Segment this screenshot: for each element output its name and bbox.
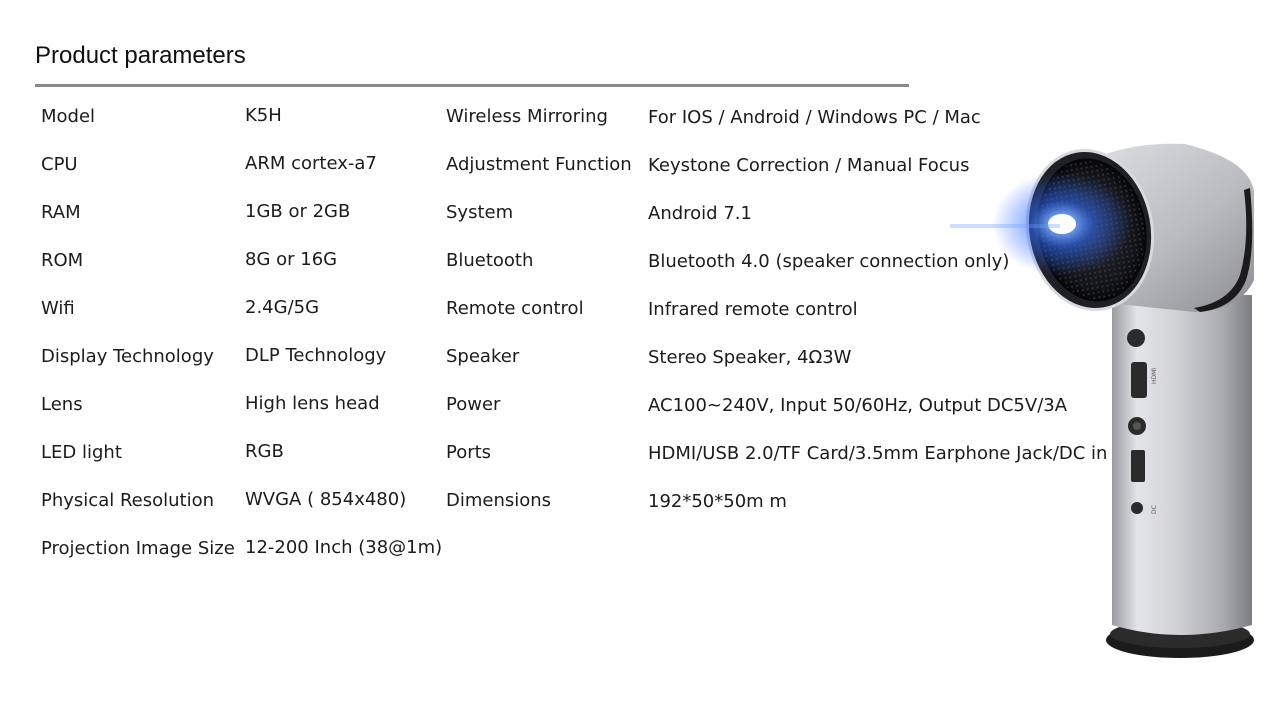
spec-label-cpu: CPU (41, 154, 78, 175)
spec-label-wireless-mirroring: Wireless Mirroring (446, 106, 608, 127)
spec-label-dimensions: Dimensions (446, 490, 552, 511)
spec-label-led-light: LED light (41, 442, 122, 463)
spec-value-system: Android 7.1 (648, 203, 752, 224)
spec-value-projection-image-size: 12-200 Inch (38@1m) (245, 537, 443, 558)
spec-value-display-technology: DLP Technology (245, 345, 387, 366)
spec-label-power: Power (446, 394, 501, 415)
projector-image (950, 130, 1270, 690)
spec-label-wifi: Wifi (41, 298, 75, 319)
page-title: Product parameters (35, 42, 246, 69)
spec-label-projection-image-size: Projection Image Size (41, 538, 235, 559)
spec-label-bluetooth: Bluetooth (446, 250, 534, 271)
title-divider (35, 84, 909, 87)
spec-value-bluetooth: Bluetooth 4.0 (speaker connection only) (648, 251, 1010, 272)
spec-label-adjustment-function: Adjustment Function (446, 154, 632, 175)
spec-value-wifi: 2.4G/5G (245, 297, 320, 318)
spec-value-ports: HDMI/USB 2.0/TF Card/3.5mm Earphone Jack/DC in (648, 443, 1108, 464)
spec-label-remote-control: Remote control (446, 298, 584, 319)
spec-value-led-light: RGB (245, 441, 284, 462)
spec-label-model: Model (41, 106, 96, 127)
spec-label-lens: Lens (41, 394, 83, 415)
spec-label-system: System (446, 202, 514, 223)
spec-label-ram: RAM (41, 202, 81, 223)
spec-value-speaker: Stereo Speaker, 4Ω3W (648, 347, 852, 368)
spec-value-power: AC100~240V, Input 50/60Hz, Output DC5V/3A (648, 395, 1068, 416)
spec-value-cpu: ARM cortex-a7 (245, 153, 377, 174)
spec-value-ram: 1GB or 2GB (245, 201, 351, 222)
spec-value-lens: High lens head (245, 393, 380, 414)
spec-value-physical-resolution: WVGA ( 854x480) (245, 489, 407, 510)
spec-value-rom: 8G or 16G (245, 249, 338, 270)
spec-label-physical-resolution: Physical Resolution (41, 490, 214, 511)
spec-value-adjustment-function: Keystone Correction / Manual Focus (648, 155, 970, 176)
spec-label-rom: ROM (41, 250, 84, 271)
spec-value-remote-control: Infrared remote control (648, 299, 858, 320)
svg-text:HDMI: HDMI (1151, 367, 1158, 384)
spec-value-dimensions: 192*50*50m m (648, 491, 787, 512)
spec-value-model: K5H (245, 105, 282, 126)
spec-label-ports: Ports (446, 442, 492, 463)
spec-label-display-technology: Display Technology (41, 346, 214, 367)
spec-label-speaker: Speaker (446, 346, 520, 367)
svg-text:DC: DC (1151, 505, 1158, 514)
spec-value-wireless-mirroring: For IOS / Android / Windows PC / Mac (648, 107, 981, 128)
